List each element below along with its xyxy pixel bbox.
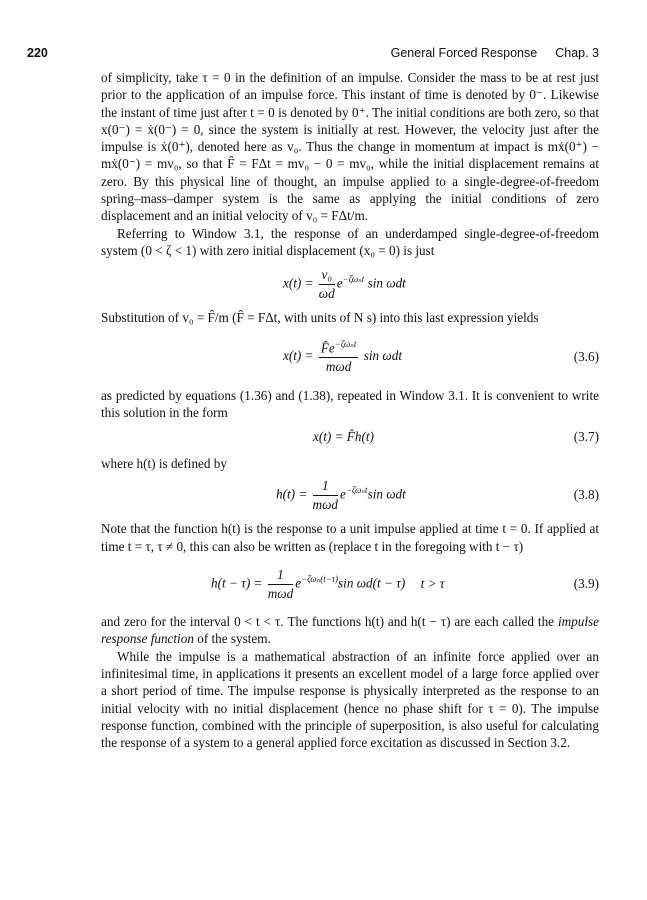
equation-3-6 [101,327,599,387]
emphasis-impulse-response: impulse response function [101,614,599,647]
eq38-lhs: h(t) = [276,486,308,502]
eq39-number: (3.9) [573,576,599,592]
eq38-exp-base: e [339,486,346,502]
eq39-exp-base: e [295,575,302,591]
page-body [101,69,599,751]
eq37-number: (3.7) [573,429,599,445]
paragraph-3: Substitution of v₀ = F̂/m (F̂ = FΔt, with units of N s) into this last expression yields [101,310,539,326]
paragraph-6: Note that the function h(t) is the response to a unit impulse applied at time t = 0. If applied at time t = τ, τ ≠ 0, this can also be written as (replace t in the foregoing with t − τ) [101,521,599,554]
eq0-tail: sin ωdt [367,275,406,291]
eq36-number: (3.6) [573,348,599,364]
running-header [391,46,599,60]
eq36-numerator: $F̂e^{-\zeta\omega_nt}$ [319,339,359,358]
paragraph-7: and zero for the interval 0 < t < τ. The functions h(t) and h(t − τ) are each called the impulse response function of the system. [101,614,599,647]
eq37-expression: x(t) = F̂h(t) [313,429,374,445]
paragraph-4: as predicted by equations (1.36) and (1.38), repeated in Window 3.1. It is convenient to write this solution in the form [101,387,599,420]
eq39-tail: sin ωd(t − τ) [338,575,406,591]
equation-unnumbered [101,259,599,309]
eq36-fraction [319,339,359,375]
eq38-exponent: −ζωₙt [345,485,368,496]
eq38-tail: sin ωdt [367,486,406,502]
eq39-lhs: h(t − τ) = [211,575,263,591]
eq39-exponent: −ζωₙ(t−τ) [301,574,339,585]
eq36-tail: sin ωdt [363,347,402,363]
eq38-fraction [313,478,338,513]
eq36-denominator: mωd [325,358,352,374]
eq0-lhs: x(t) = [283,275,314,291]
eq38-denominator: mωd [312,497,338,513]
eq0-exp-base: e [336,275,343,291]
equation-3-8 [101,472,599,520]
eq0-fraction [319,267,335,302]
paragraph-5: where h(t) is defined by [101,456,227,472]
page-number: 220 [27,46,48,60]
paragraph-8: While the impulse is a mathematical abstraction of an infinite force applied over an infinitesimal time, in applications it presents an excellent model of a large force applied over a short period of time. The impulse response is physically interpreted as the response to an initial velocity with no initial displacement (hence no phase shift for τ = 0). The impulse response function, combined with the principle of superposition, is also useful for calculating the response of a system to a general applied force excitation as discussed in Section 3.2. [101,648,599,751]
eq0-denominator: ωd [318,286,335,302]
eq39-condition: t > τ [420,575,445,591]
eq38-number: (3.8) [573,487,599,503]
eq39-numerator: 1 [268,567,293,585]
paragraph-2: Referring to Window 3.1, the response of an underdamped single-degree-of-freedom system (0 < ζ < 1) with zero initial displacement (x₀ = 0) is just [101,225,599,258]
eq39-fraction [268,567,293,602]
equation-3-7 [101,421,599,455]
eq0-numerator: v₀ [319,267,335,285]
section-title: General Forced Response [390,46,538,60]
paragraph-1: of simplicity, take τ = 0 in the definition of an impulse. Consider the mass to be at rest just prior to the application of an impulse force. This instant of time is denoted by 0⁻. Likewise the instant of time just after t = 0 is denoted by 0⁺. The initial conditions are both zero, so that x(0⁻) = ẋ(0⁻) = 0, since the system is initially at rest. However, the velocity just after the impulse is ẋ(0⁺), denoted here as v₀. Thus the change in momentum at impact is mẋ(0⁺) − mẋ(0⁻) = mv₀, so that F̂ = FΔt = mv₀ − 0 = mv₀, while the initial displacement remains at zero. By this physical line of thought, an impulse applied to a single-degree-of-freedom spring–mass–damper system is the same as applying the initial conditions of zero displacement and an initial velocity of v₀ = FΔt/m. [101,70,599,224]
chapter-label: Chap. 3 [555,46,599,60]
eq36-lhs: x(t) = [283,347,314,363]
eq0-exponent: −ζωₙt [342,274,365,285]
eq38-numerator: 1 [313,478,338,496]
equation-3-9 [101,555,599,613]
eq39-denominator: mωd [267,586,294,602]
